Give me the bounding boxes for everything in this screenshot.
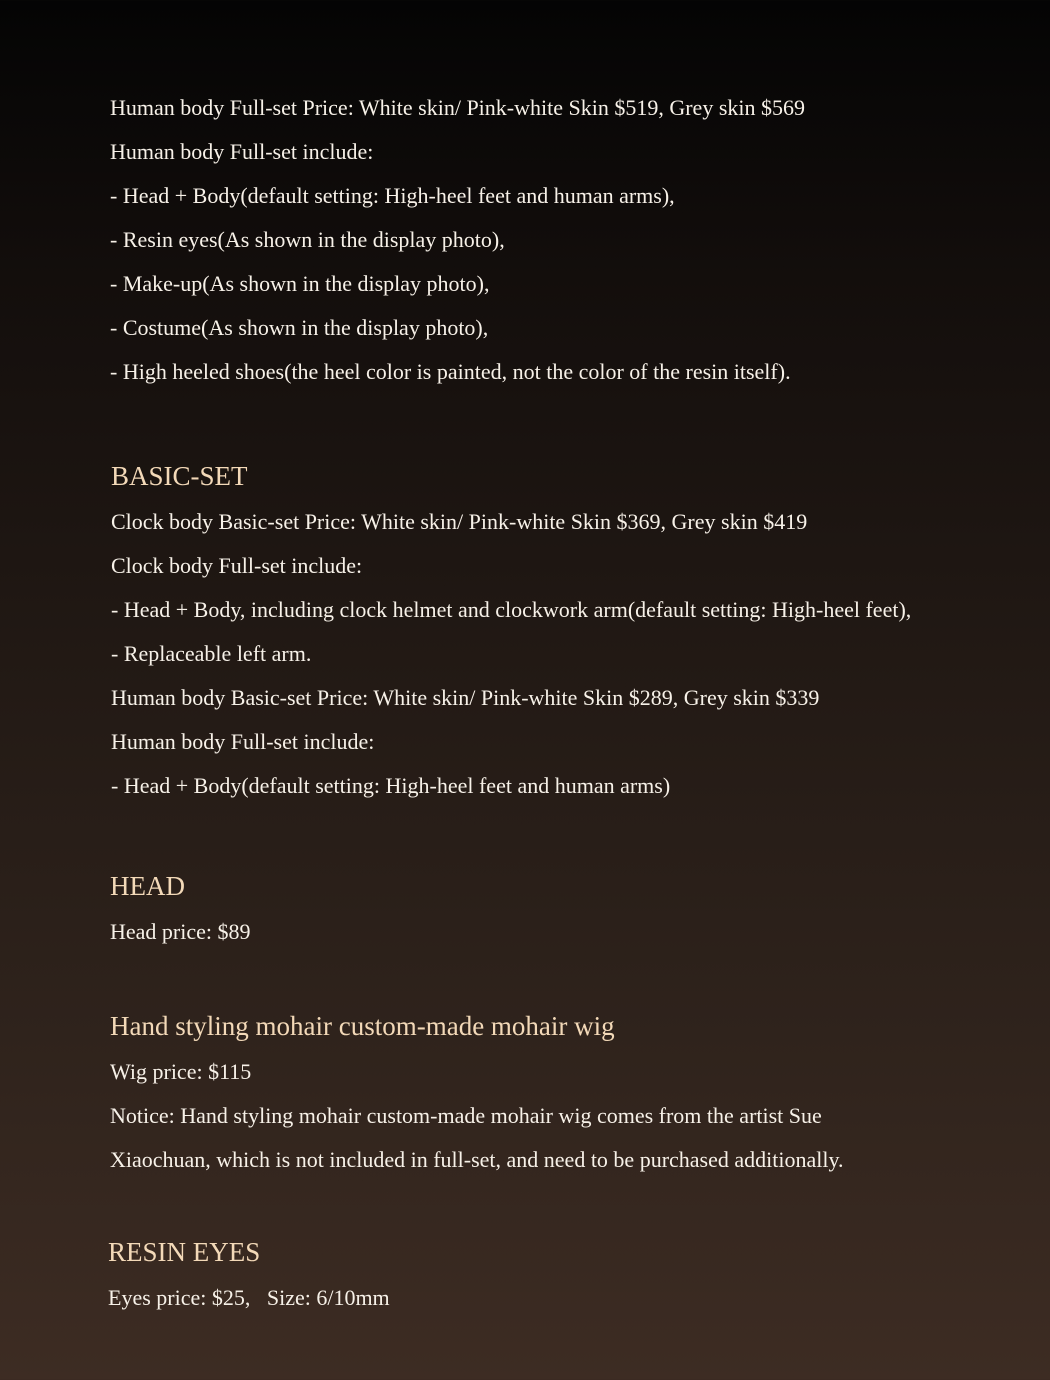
fullset-price: Human body Full-set Price: White skin/ Pink-white Skin $519, Grey skin $569: [110, 95, 805, 120]
fullset-include-label: Human body Full-set include:: [110, 139, 374, 164]
eyes-section: [108, 1228, 1050, 1320]
wig-notice-line-2: Xiaochuan, which is not included in full-set, and need to be purchased additionally.: [110, 1147, 844, 1172]
fullset-item-resin-eyes: - Resin eyes(As shown in the display photo),: [110, 227, 505, 252]
eyes-title: RESIN EYES: [108, 1237, 261, 1267]
head-section: [110, 862, 1050, 954]
wig-title: Hand styling mohair custom-made mohair wig: [110, 1011, 615, 1041]
wig-notice-line-1: Notice: Hand styling mohair custom-made mohair wig comes from the artist Sue: [110, 1103, 822, 1128]
head-title: HEAD: [110, 871, 185, 901]
fullset-section: [110, 86, 1050, 394]
fullset-item-costume: - Costume(As shown in the display photo),: [110, 315, 489, 340]
basicset-human-item-head-body: - Head + Body(default setting: High-heel feet and human arms): [111, 773, 671, 798]
basicset-clock-item-left-arm: - Replaceable left arm.: [111, 641, 312, 666]
basicset-clock-price: Clock body Basic-set Price: White skin/ Pink-white Skin $369, Grey skin $419: [111, 509, 808, 534]
basicset-title: BASIC-SET: [111, 461, 248, 491]
wig-price: Wig price: $115: [110, 1059, 252, 1084]
basicset-section: [111, 452, 1050, 808]
basicset-human-price: Human body Basic-set Price: White skin/ Pink-white Skin $289, Grey skin $339: [111, 685, 820, 710]
head-price: Head price: $89: [110, 919, 251, 944]
basicset-human-include-label: Human body Full-set include:: [111, 729, 375, 754]
basicset-clock-item-head-body: - Head + Body, including clock helmet and clockwork arm(default setting: High-heel feet),: [111, 597, 912, 622]
fullset-item-makeup: - Make-up(As shown in the display photo),: [110, 271, 490, 296]
fullset-item-head-body: - Head + Body(default setting: High-heel feet and human arms),: [110, 183, 675, 208]
wig-section: [110, 1002, 1050, 1182]
fullset-item-shoes: - High heeled shoes(the heel color is painted, not the color of the resin itself).: [110, 359, 791, 384]
eyes-price-size: Eyes price: $25, Size: 6/10mm: [108, 1285, 390, 1310]
basicset-clock-include-label: Clock body Full-set include:: [111, 553, 363, 578]
